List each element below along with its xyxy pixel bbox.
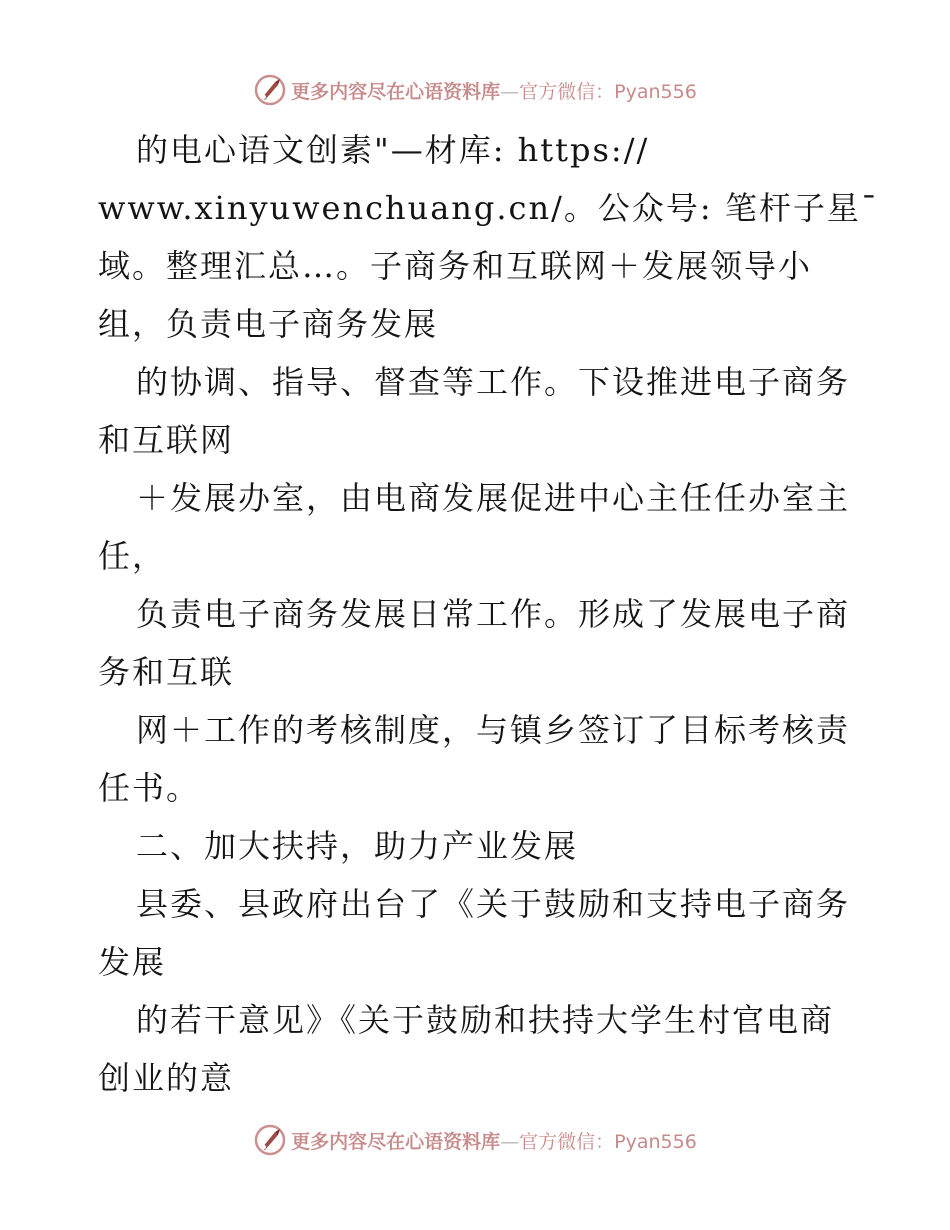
section-heading: 二、加大扶持，助力产业发展	[136, 827, 579, 865]
header-watermark	[0, 70, 950, 110]
text-line: www.xinyuwenchuang.cn/。公众号: 笔杆子星¯	[98, 189, 879, 227]
text-line: 任书。	[98, 769, 201, 807]
text-line: 务和互联	[98, 653, 235, 691]
footer-watermark	[0, 1120, 950, 1160]
feather-pen-logo-icon	[253, 73, 287, 107]
text-line: 网＋工作的考核制度，与镇乡签订了目标考核责	[136, 711, 851, 749]
watermark-contact: 官方微信：Pyan556	[519, 80, 697, 103]
text-line: 的若干意见》《关于鼓励和扶持大学生村官电商	[136, 1001, 835, 1039]
watermark-dash: —	[500, 80, 520, 103]
watermark-lead: 更多内容尽在心语资料库	[291, 80, 501, 103]
text-line: 的协调、指导、督查等工作。下设推进电子商务	[136, 363, 851, 401]
text-line: 县委、县政府出台了《关于鼓励和支持电子商务	[136, 885, 851, 923]
text-line: 任，	[98, 537, 167, 575]
watermark-text	[291, 1127, 697, 1154]
text-line: 创业的意	[98, 1059, 235, 1097]
text-line: 负责电子商务发展日常工作。形成了发展电子商	[136, 595, 851, 633]
watermark-text	[291, 77, 697, 104]
feather-pen-logo-icon	[253, 1123, 287, 1157]
watermark-contact: 官方微信：Pyan556	[519, 1130, 697, 1153]
text-line: 域。整理汇总…。子商务和互联网＋发展领导小	[98, 247, 813, 285]
text-line: ＋发展办室，由电商发展促进中心主任任办室主	[136, 479, 851, 517]
text-line: 的电心语文创素"—材库: https://	[136, 131, 650, 169]
watermark-lead: 更多内容尽在心语资料库	[291, 1130, 501, 1153]
text-line: 组，负责电子商务发展	[98, 305, 439, 343]
text-line: 和互联网	[98, 421, 235, 459]
watermark-dash: —	[500, 1130, 520, 1153]
text-line: 发展	[98, 943, 167, 981]
